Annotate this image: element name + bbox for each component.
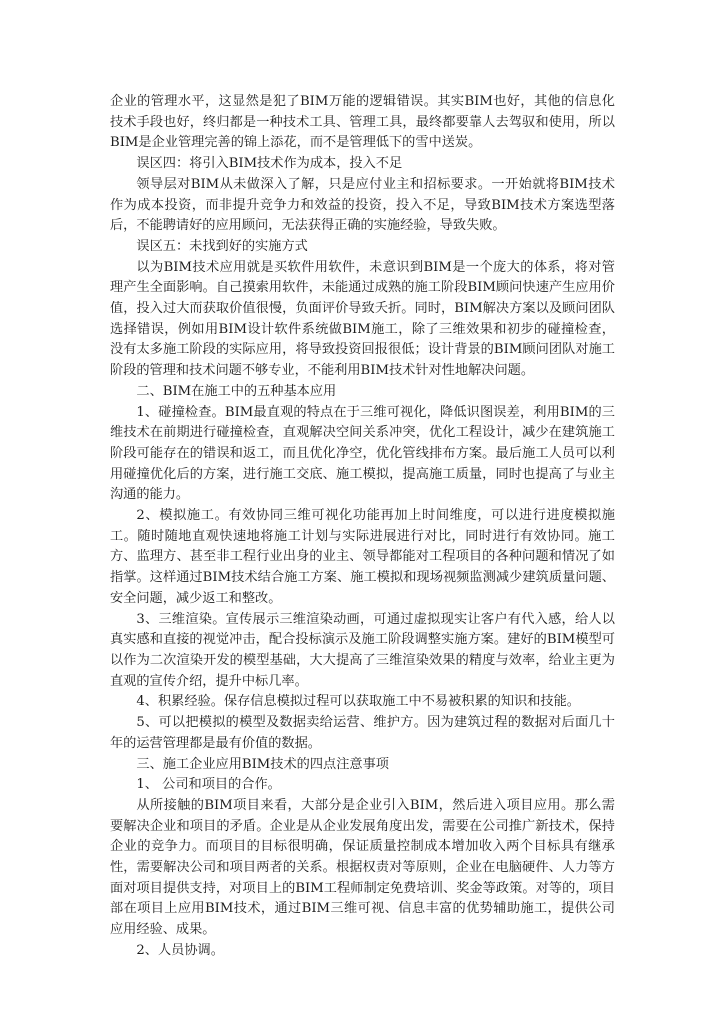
subsection-heading: 2、人员协调。 [136, 942, 224, 958]
section-heading: 三、施工企业应用BIM技术的四点注意事项 [136, 756, 389, 772]
paragraph: 企业的管理水平，这显然是犯了BIM万能的逻辑错误。其实BIM也好，其他的信息化技术手段也好，终归都是一种技术工具、管理工具，最终都要靠人去驾驭和使用，所以BIM是企业管理完善的锦上添花，而不是管理低下的雪中送炭。 [110, 94, 615, 151]
section-heading: 误区五：未找到好的实施方式 [136, 238, 308, 254]
paragraph: 4、积累经验。保存信息模拟过程可以获取施工中不易被积累的知识和技能。 [136, 694, 580, 710]
paragraph: 领导层对BIM从未做深入了解，只是应付业主和招标要求。一开始就将BIM技术作为成本投资，而非提升竞争力和效益的投资，投入不足，导致BIM技术方案选型落后，不能聘请好的应用顾问，无法获得正确的实施经验，导致失败。 [110, 176, 615, 234]
paragraph: 以为BIM技术应用就是买软件用软件，未意识到BIM是一个庞大的体系，将对管理产生全面影响。自己摸索用软件，未能通过成熟的施工阶段BIM顾问快速产生应用价值，投入过大而获取价值很慢，负面评价导致夭折。同时，BIM解决方案以及顾问团队选择错误，例如用BIM设计软件系统做BIM施工，除了三维效果和初步的碰撞检查，没有太多施工阶段的实际应用，将导致投资回报很低；设计背景的BIM顾问团队对施工阶段的管理和技术问题不够专业，不能利用BIM技术针对性地解决问题。 [110, 259, 615, 379]
document-body [110, 92, 615, 962]
paragraph: 5、可以把模拟的模型及数据卖给运营、维护方。因为建筑过程的数据对后面几十年的运营管理都是最有价值的数据。 [110, 715, 615, 751]
paragraph: 2、模拟施工。有效协同三维可视化功能再加上时间维度，可以进行进度模拟施工。随时随地直观快速地将施工计划与实际进展进行对比，同时进行有效协同。施工方、监理方、甚至非工程行业出身的业主、领导都能对工程项目的各种问题和情况了如指掌。这样通过BIM技术结合施工方案、施工模拟和现场视频监测减少建筑质量问题、安全问题，减少返工和整改。 [110, 508, 615, 606]
section-heading: 二、BIM在施工中的五种基本应用 [136, 383, 337, 399]
paragraph: 3、三维渲染。宣传展示三维渲染动画，可通过虚拟现实让客户有代入感，给人以真实感和直接的视觉冲击，配合投标演示及施工阶段调整实施方案。建好的BIM模型可以作为二次渲染开发的模型基础，大大提高了三维渲染效果的精度与效率，给业主更为直观的宣传介绍，提升中标几率。 [110, 611, 615, 689]
paragraph: 1、碰撞检查。BIM最直观的特点在于三维可视化，降低识图误差，利用BIM的三维技术在前期进行碰撞检查，直观解决空间关系冲突，优化工程设计，减少在建筑施工阶段可能存在的错误和返工，而且优化净空，优化管线排布方案。最后施工人员可以利用碰撞优化后的方案，进行施工交底、施工模拟，提高施工质量，同时也提高了与业主沟通的能力。 [110, 404, 615, 503]
paragraph: 从所接触的BIM项目来看，大部分是企业引入BIM，然后进入项目应用。那么需要解决企业和项目的矛盾。企业是从企业发展角度出发，需要在公司推广新技术，保持企业的竞争力。而项目的目标很明确，保证质量控制成本增加收入两个目标具有继承性，需要解决公司和项目两者的关系。根据权责对等原则，企业在电脑硬件、人力等方面对项目提供支持，对项目上的BIM工程师制定免费培训、奖金等政策。对等的，项目部在项目上应用BIM技术，通过BIM三维可视、信息丰富的优势辅助施工，提供公司应用经验、成果。 [110, 797, 615, 938]
section-heading: 误区四：将引入BIM技术作为成本，投入不足 [136, 156, 403, 172]
subsection-heading: 1、 公司和项目的合作。 [136, 777, 281, 793]
